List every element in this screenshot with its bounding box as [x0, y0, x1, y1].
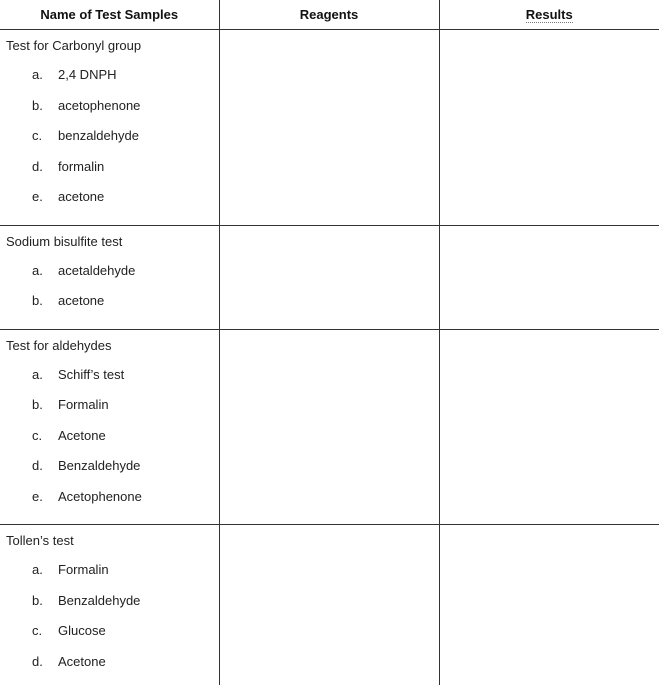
- reagents-cell[interactable]: [219, 30, 439, 226]
- test-sample-cell: [0, 329, 219, 525]
- sample-name: acetophenone: [58, 97, 141, 113]
- test-sample-cell: [0, 525, 219, 686]
- list-marker: d.: [32, 653, 43, 669]
- sample-list-item: [0, 256, 219, 287]
- header-results-label: Results: [525, 7, 573, 22]
- sample-name: acetone: [58, 293, 105, 308]
- list-marker: d.: [32, 158, 43, 174]
- test-sample-cell: [0, 225, 219, 329]
- sample-list-item: [0, 586, 219, 617]
- header-reagents: Reagents: [219, 0, 439, 30]
- sample-name: formalin: [58, 158, 105, 174]
- results-cell[interactable]: [439, 225, 659, 329]
- sample-name: Benzaldehyde: [58, 592, 141, 608]
- sample-name: acetaldehyde: [58, 262, 136, 278]
- reagents-cell[interactable]: [219, 225, 439, 329]
- reagents-cell[interactable]: [219, 329, 439, 525]
- sample-list: [0, 256, 219, 317]
- sample-list-item: [0, 616, 219, 647]
- sample-list-item: [0, 482, 219, 513]
- list-marker: a.: [32, 262, 43, 278]
- sample-list-item: [0, 360, 219, 391]
- sample-list: [0, 60, 219, 213]
- sample-name: acetone: [58, 189, 105, 204]
- sample-list-item: [0, 555, 219, 586]
- section-title: Sodium bisulfite test: [6, 233, 123, 249]
- sample-list-item: [0, 152, 219, 183]
- section-row-tollen-s-test: [0, 525, 659, 686]
- list-marker: b.: [32, 293, 43, 308]
- table-body: [0, 30, 659, 686]
- sample-name: Acetone: [58, 653, 106, 669]
- list-marker: b.: [32, 97, 43, 113]
- sample-list-item: [0, 91, 219, 122]
- sample-name: Acetone: [58, 427, 106, 443]
- results-cell[interactable]: [439, 30, 659, 226]
- sample-list-item: [0, 451, 219, 482]
- list-marker: a.: [32, 67, 43, 82]
- sample-list-item: [0, 421, 219, 452]
- sample-name: 2,4 DNPH: [58, 67, 117, 82]
- list-marker: b.: [32, 592, 43, 608]
- list-marker: e.: [32, 488, 43, 504]
- list-marker: e.: [32, 189, 43, 204]
- sample-list-item: [0, 60, 219, 91]
- sample-name: benzaldehyde: [58, 128, 139, 143]
- header-results: [439, 0, 659, 30]
- sample-list-item: [0, 390, 219, 421]
- results-cell[interactable]: [439, 329, 659, 525]
- sample-name: Benzaldehyde: [58, 458, 141, 473]
- section-title: Tollen’s test: [6, 533, 74, 548]
- sample-list: [0, 360, 219, 513]
- sample-list-item: [0, 286, 219, 317]
- header-name-of-test-samples: Name of Test Samples: [0, 0, 219, 30]
- sample-list-item: [0, 182, 219, 213]
- list-marker: a.: [32, 562, 43, 577]
- list-marker: c.: [32, 128, 43, 143]
- sample-name: Formalin: [58, 562, 109, 577]
- header-row: [0, 0, 659, 30]
- section-row-sodium-bisulfite-test: [0, 225, 659, 329]
- sample-name: Formalin: [58, 397, 109, 412]
- reagents-cell[interactable]: [219, 525, 439, 686]
- sample-name: Acetophenone: [58, 488, 142, 504]
- list-marker: a.: [32, 366, 43, 382]
- sample-name: Glucose: [58, 623, 106, 638]
- sample-list: [0, 555, 219, 677]
- sample-list-item: [0, 647, 219, 678]
- results-cell[interactable]: [439, 525, 659, 686]
- test-sample-cell: [0, 30, 219, 226]
- list-marker: b.: [32, 397, 43, 412]
- section-row-test-for-carbonyl-group: [0, 30, 659, 226]
- sample-list-item: [0, 121, 219, 152]
- sample-name: Schiff’s test: [58, 366, 125, 382]
- list-marker: d.: [32, 458, 43, 473]
- section-title: Test for aldehydes: [6, 337, 112, 353]
- list-marker: c.: [32, 623, 43, 638]
- section-title: Test for Carbonyl group: [6, 38, 142, 53]
- list-marker: c.: [32, 427, 43, 443]
- section-row-test-for-aldehydes: [0, 329, 659, 525]
